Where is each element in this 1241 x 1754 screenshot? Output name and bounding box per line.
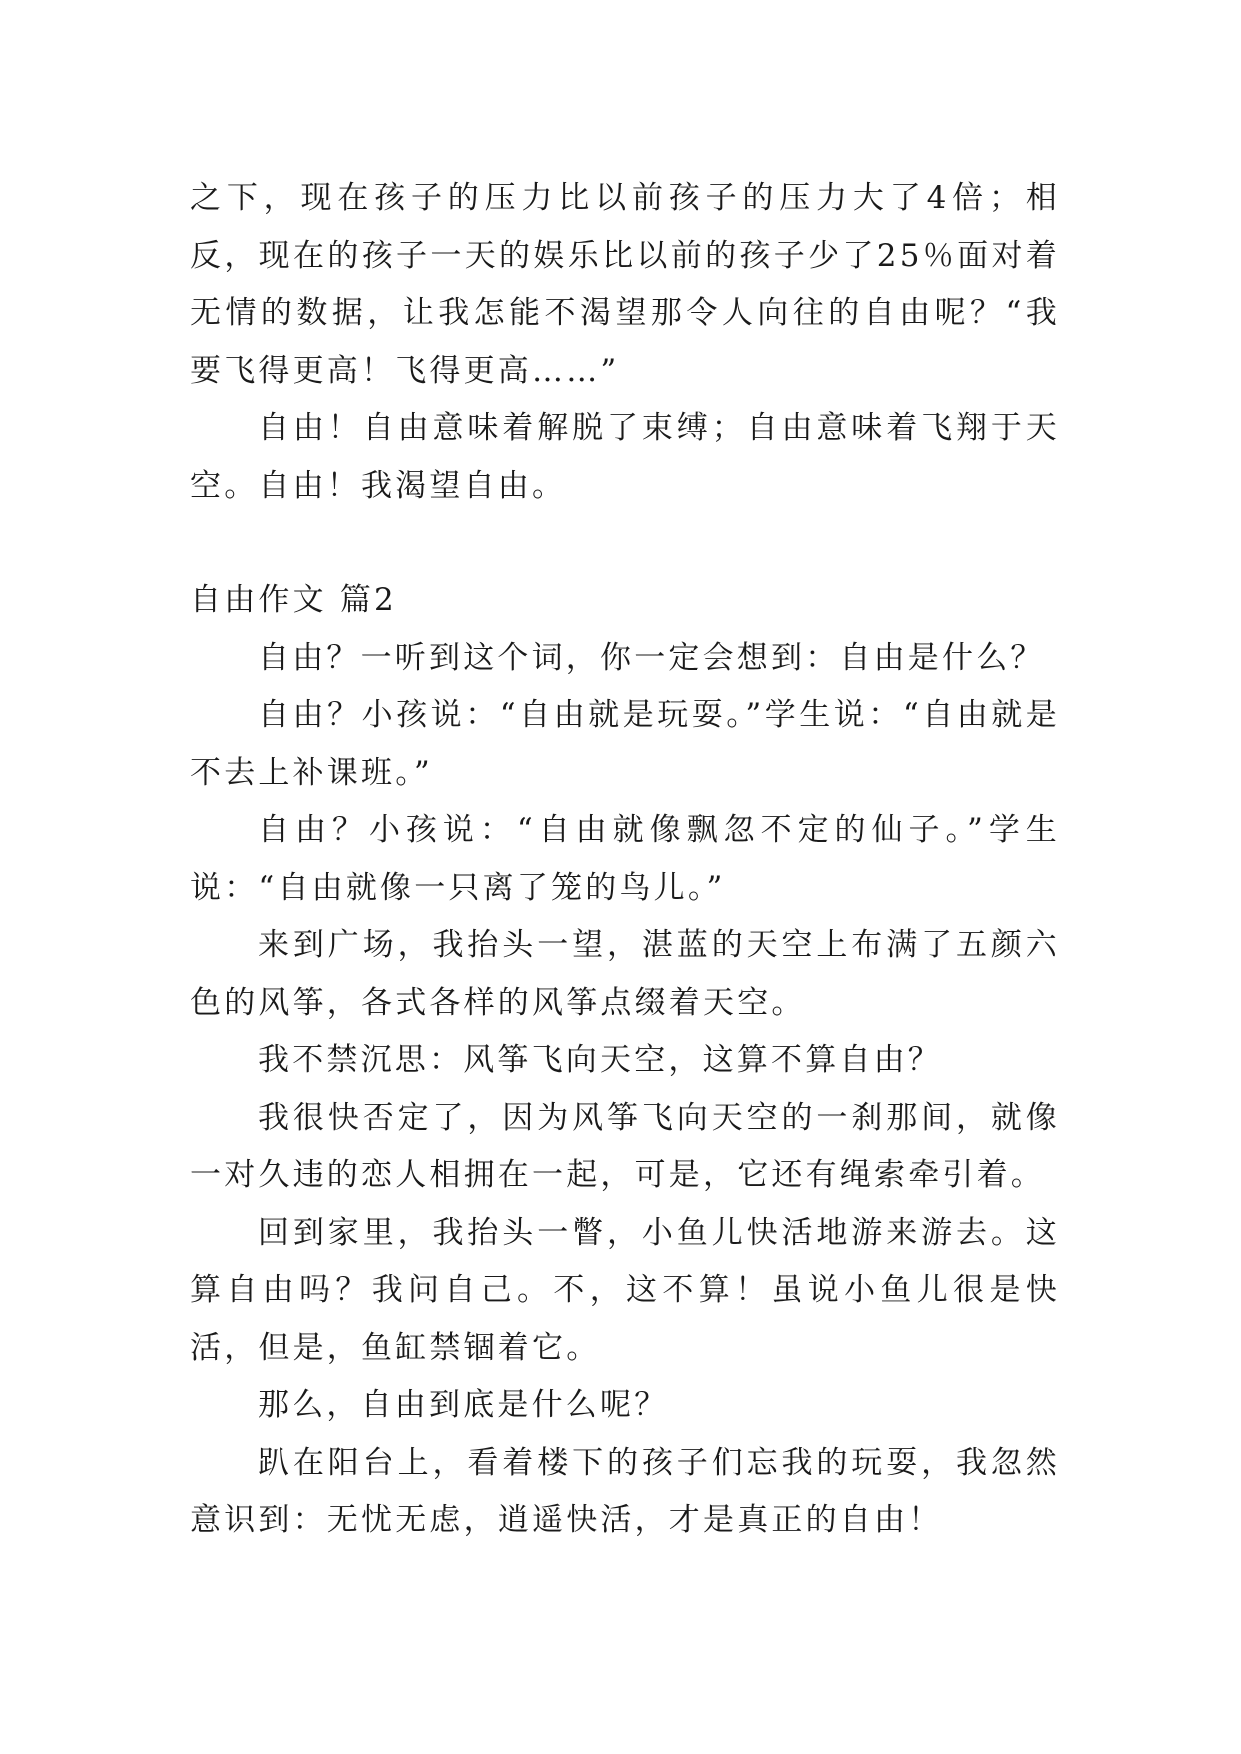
paragraph: 我很快否定了，因为风筝飞向天空的一刹那间，就像一对久违的恋人相拥在一起，可是，它还有绳索牵引着。 xyxy=(190,1099,1060,1193)
paragraph: 自由！自由意味着解脱了束缚；自由意味着飞翔于天空。自由！我渴望自由。 xyxy=(190,410,1060,504)
paragraph: 自由？一听到这个词，你一定会想到：自由是什么？ xyxy=(258,639,1045,676)
document-body xyxy=(190,170,1060,1550)
paragraph: 自由？小孩说：“自由就是玩耍。”学生说：“自由就是不去上补课班。” xyxy=(190,697,1060,791)
paragraph: 趴在阳台上，看着楼下的孩子们忘我的玩耍，我忽然意识到：无忧无虑，逍遥快活，才是真正的自由！ xyxy=(190,1444,1060,1538)
section-title: 自由作文 篇2 xyxy=(190,582,397,618)
section-spacer xyxy=(190,515,1060,572)
paragraph: 自由？小孩说：“自由就像飘忽不定的仙子。”学生说：“自由就像一只离了笼的鸟儿。” xyxy=(190,812,1060,906)
paragraph: 回到家里，我抬头一瞥，小鱼儿快活地游来游去。这算自由吗？我问自己。不，这不算！虽说小鱼儿很是快活，但是，鱼缸禁锢着它。 xyxy=(190,1214,1060,1366)
paragraph: 那么，自由到底是什么呢？ xyxy=(258,1387,669,1423)
paragraph: 来到广场，我抬头一望，湛蓝的天空上布满了五颜六色的风筝，各式各样的风筝点缀着天空。 xyxy=(190,927,1060,1021)
paragraph: 我不禁沉思：风筝飞向天空，这算不算自由？ xyxy=(258,1042,942,1078)
paragraph-continued: 之下，现在孩子的压力比以前孩子的压力大了4倍；相反，现在的孩子一天的娱乐比以前的孩子少了25％面对着无情的数据，让我怎能不渴望那令人向往的自由呢？“我要飞得更高！飞得更高……” xyxy=(190,180,1060,389)
